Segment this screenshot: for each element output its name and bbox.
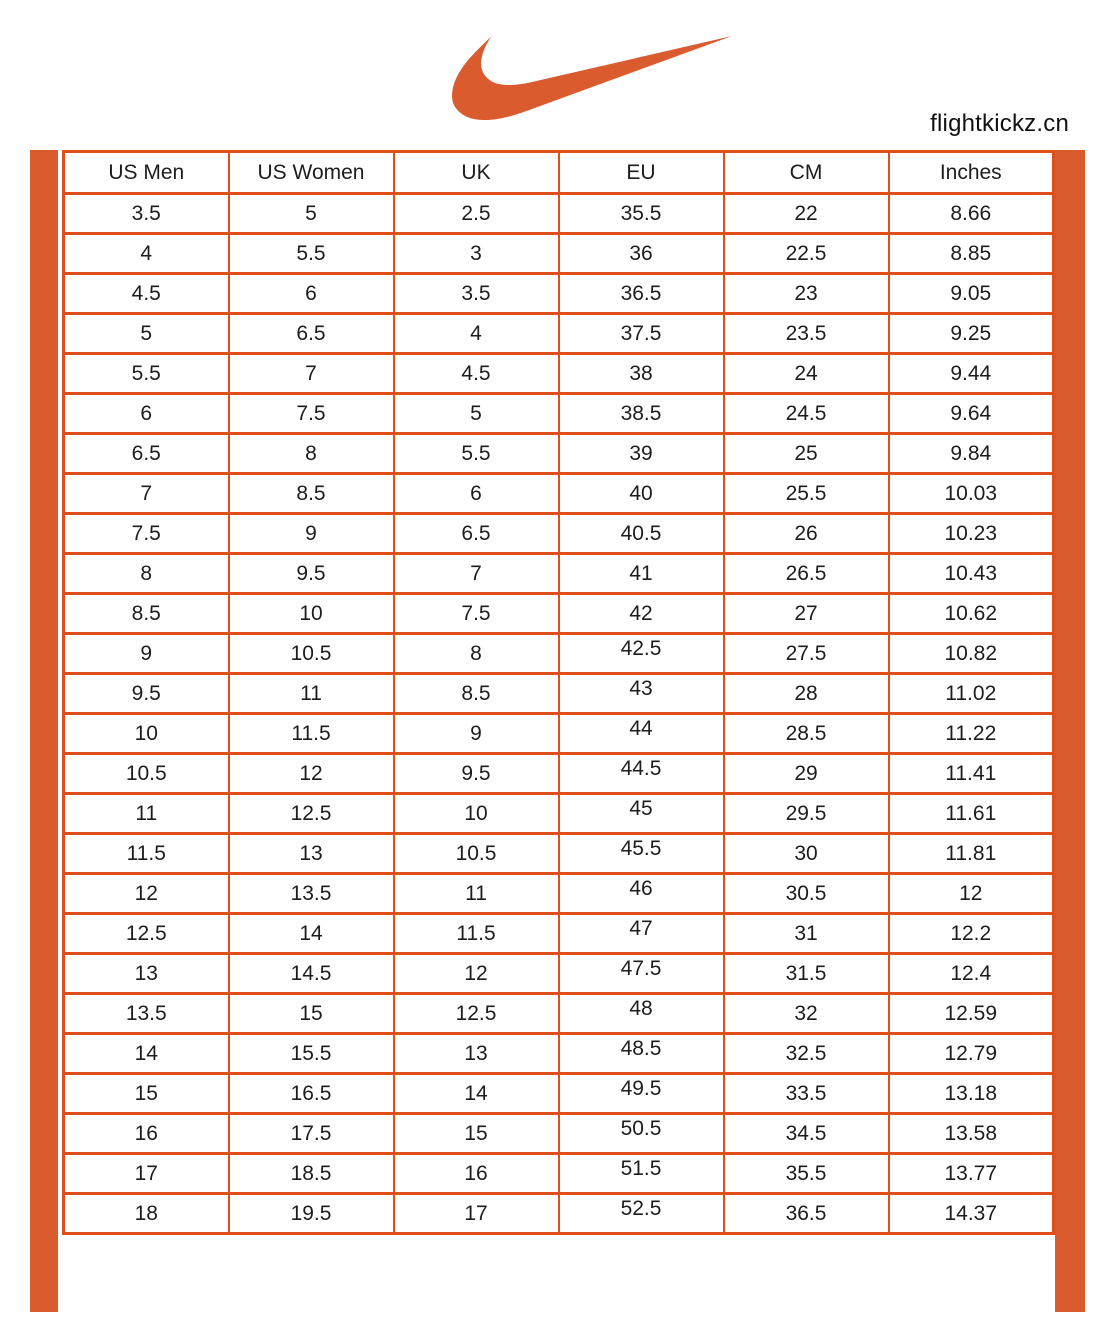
size-cell: 6.5 (64, 434, 229, 474)
size-cell: 15 (394, 1114, 559, 1154)
size-cell: 35.5 (724, 1154, 889, 1194)
size-cell: 5 (64, 314, 229, 354)
size-cell: 42.5 (559, 634, 724, 674)
right-accent-bar (1055, 150, 1085, 1312)
size-cell: 14.5 (229, 954, 394, 994)
table-row (64, 314, 1054, 354)
size-cell: 33.5 (724, 1074, 889, 1114)
table-row (64, 234, 1054, 274)
size-cell: 7 (394, 554, 559, 594)
table-row (64, 834, 1054, 874)
size-cell: 10.23 (889, 514, 1054, 554)
size-cell: 28.5 (724, 714, 889, 754)
size-cell: 18.5 (229, 1154, 394, 1194)
size-cell: 26.5 (724, 554, 889, 594)
size-cell: 8 (229, 434, 394, 474)
size-cell: 47 (559, 914, 724, 954)
table-row (64, 274, 1054, 314)
size-cell: 9 (229, 514, 394, 554)
size-cell: 23 (724, 274, 889, 314)
size-cell: 6 (394, 474, 559, 514)
size-cell: 11.5 (394, 914, 559, 954)
size-cell: 7.5 (64, 514, 229, 554)
size-cell: 38.5 (559, 394, 724, 434)
table-row (64, 954, 1054, 994)
column-header-uk: UK (394, 152, 559, 194)
size-cell: 7.5 (229, 394, 394, 434)
size-cell: 16 (64, 1114, 229, 1154)
size-cell: 32.5 (724, 1034, 889, 1074)
size-cell: 12.5 (394, 994, 559, 1034)
size-cell: 12.2 (889, 914, 1054, 954)
size-cell: 7 (64, 474, 229, 514)
size-cell: 12.5 (64, 914, 229, 954)
size-cell: 14 (394, 1074, 559, 1114)
size-conversion-table (62, 150, 1055, 1235)
size-cell: 10.5 (394, 834, 559, 874)
size-cell: 10 (394, 794, 559, 834)
column-header-cm: CM (724, 152, 889, 194)
size-cell: 3 (394, 234, 559, 274)
size-cell: 45 (559, 794, 724, 834)
size-cell: 49.5 (559, 1074, 724, 1114)
size-cell: 25.5 (724, 474, 889, 514)
size-cell: 29 (724, 754, 889, 794)
size-cell: 40 (559, 474, 724, 514)
size-cell: 52.5 (559, 1194, 724, 1234)
size-cell: 13.58 (889, 1114, 1054, 1154)
size-cell: 8 (394, 634, 559, 674)
size-cell: 5.5 (229, 234, 394, 274)
size-cell: 13.5 (229, 874, 394, 914)
size-cell: 9.5 (229, 554, 394, 594)
size-cell: 6.5 (394, 514, 559, 554)
table-row (64, 194, 1054, 234)
table-row (64, 1074, 1054, 1114)
size-cell: 5 (394, 394, 559, 434)
size-cell: 22 (724, 194, 889, 234)
size-cell: 14 (64, 1034, 229, 1074)
table-row (64, 1194, 1054, 1234)
table-row (64, 874, 1054, 914)
size-cell: 11.02 (889, 674, 1054, 714)
size-cell: 44.5 (559, 754, 724, 794)
size-cell: 31.5 (724, 954, 889, 994)
size-cell: 13 (229, 834, 394, 874)
size-cell: 11.22 (889, 714, 1054, 754)
table-row (64, 514, 1054, 554)
size-cell: 8.5 (394, 674, 559, 714)
size-cell: 8.85 (889, 234, 1054, 274)
size-cell: 10 (229, 594, 394, 634)
size-cell: 11.41 (889, 754, 1054, 794)
column-header-us-women: US Women (229, 152, 394, 194)
size-cell: 11.81 (889, 834, 1054, 874)
size-cell: 17 (64, 1154, 229, 1194)
size-cell: 32 (724, 994, 889, 1034)
size-cell: 11.5 (229, 714, 394, 754)
size-cell: 11 (64, 794, 229, 834)
size-cell: 13.5 (64, 994, 229, 1034)
size-cell: 36.5 (559, 274, 724, 314)
column-header-inches: Inches (889, 152, 1054, 194)
size-cell: 10.5 (229, 634, 394, 674)
size-cell: 8 (64, 554, 229, 594)
size-cell: 8.66 (889, 194, 1054, 234)
size-cell: 31 (724, 914, 889, 954)
nike-swoosh-icon (452, 26, 732, 120)
table-header-row (64, 152, 1054, 194)
table-row (64, 594, 1054, 634)
size-cell: 48.5 (559, 1034, 724, 1074)
size-cell: 9 (64, 634, 229, 674)
size-cell: 19.5 (229, 1194, 394, 1234)
size-cell: 4.5 (394, 354, 559, 394)
size-cell: 18 (64, 1194, 229, 1234)
size-cell: 43 (559, 674, 724, 714)
size-cell: 46 (559, 874, 724, 914)
size-cell: 38 (559, 354, 724, 394)
size-cell: 26 (724, 514, 889, 554)
size-cell: 8.5 (229, 474, 394, 514)
table-row (64, 634, 1054, 674)
size-cell: 16.5 (229, 1074, 394, 1114)
size-cell: 15 (229, 994, 394, 1034)
size-cell: 12.5 (229, 794, 394, 834)
table-row (64, 474, 1054, 514)
size-cell: 7.5 (394, 594, 559, 634)
size-cell: 9 (394, 714, 559, 754)
table-row (64, 394, 1054, 434)
size-cell: 10 (64, 714, 229, 754)
table-row (64, 554, 1054, 594)
size-cell: 10.5 (64, 754, 229, 794)
left-accent-bar (30, 150, 58, 1312)
size-cell: 4.5 (64, 274, 229, 314)
column-header-us-men: US Men (64, 152, 229, 194)
size-cell: 30.5 (724, 874, 889, 914)
size-cell: 5 (229, 194, 394, 234)
size-cell: 13.77 (889, 1154, 1054, 1194)
size-cell: 39 (559, 434, 724, 474)
size-cell: 17 (394, 1194, 559, 1234)
table-row (64, 1154, 1054, 1194)
size-cell: 24 (724, 354, 889, 394)
size-cell: 36 (559, 234, 724, 274)
size-cell: 12 (64, 874, 229, 914)
size-cell: 3.5 (394, 274, 559, 314)
table-row (64, 434, 1054, 474)
size-cell: 10.03 (889, 474, 1054, 514)
size-cell: 10.82 (889, 634, 1054, 674)
table-row (64, 674, 1054, 714)
size-cell: 9.05 (889, 274, 1054, 314)
size-cell: 12.59 (889, 994, 1054, 1034)
size-cell: 6.5 (229, 314, 394, 354)
size-cell: 9.84 (889, 434, 1054, 474)
size-cell: 24.5 (724, 394, 889, 434)
size-cell: 13 (64, 954, 229, 994)
size-cell: 10.62 (889, 594, 1054, 634)
size-cell: 9.5 (64, 674, 229, 714)
size-cell: 9.5 (394, 754, 559, 794)
size-cell: 48 (559, 994, 724, 1034)
table-header (64, 152, 1054, 194)
table-row (64, 354, 1054, 394)
size-cell: 5.5 (394, 434, 559, 474)
size-cell: 9.44 (889, 354, 1054, 394)
table-row (64, 754, 1054, 794)
size-cell: 5.5 (64, 354, 229, 394)
size-cell: 22.5 (724, 234, 889, 274)
table-row (64, 1034, 1054, 1074)
size-cell: 12.79 (889, 1034, 1054, 1074)
size-cell: 9.25 (889, 314, 1054, 354)
size-cell: 11.61 (889, 794, 1054, 834)
size-cell: 34.5 (724, 1114, 889, 1154)
size-cell: 12 (394, 954, 559, 994)
size-cell: 4 (394, 314, 559, 354)
site-url-label: flightkickz.cn (930, 110, 1069, 137)
size-cell: 27 (724, 594, 889, 634)
size-cell: 6 (229, 274, 394, 314)
size-cell: 30 (724, 834, 889, 874)
size-cell: 13 (394, 1034, 559, 1074)
size-cell: 50.5 (559, 1114, 724, 1154)
size-cell: 14.37 (889, 1194, 1054, 1234)
table-row (64, 914, 1054, 954)
size-cell: 41 (559, 554, 724, 594)
size-cell: 35.5 (559, 194, 724, 234)
size-cell: 10.43 (889, 554, 1054, 594)
size-cell: 23.5 (724, 314, 889, 354)
size-cell: 11 (229, 674, 394, 714)
size-cell: 12.4 (889, 954, 1054, 994)
size-cell: 13.18 (889, 1074, 1054, 1114)
size-cell: 29.5 (724, 794, 889, 834)
size-cell: 2.5 (394, 194, 559, 234)
size-cell: 47.5 (559, 954, 724, 994)
table-row (64, 1114, 1054, 1154)
size-cell: 37.5 (559, 314, 724, 354)
size-cell: 15.5 (229, 1034, 394, 1074)
size-cell: 28 (724, 674, 889, 714)
size-cell: 45.5 (559, 834, 724, 874)
size-cell: 8.5 (64, 594, 229, 634)
size-cell: 40.5 (559, 514, 724, 554)
size-cell: 51.5 (559, 1154, 724, 1194)
size-cell: 12 (889, 874, 1054, 914)
size-cell: 16 (394, 1154, 559, 1194)
table-row (64, 794, 1054, 834)
size-cell: 36.5 (724, 1194, 889, 1234)
size-cell: 15 (64, 1074, 229, 1114)
size-cell: 11.5 (64, 834, 229, 874)
size-cell: 27.5 (724, 634, 889, 674)
size-cell: 7 (229, 354, 394, 394)
size-cell: 17.5 (229, 1114, 394, 1154)
size-cell: 4 (64, 234, 229, 274)
size-cell: 3.5 (64, 194, 229, 234)
size-cell: 9.64 (889, 394, 1054, 434)
table-row (64, 994, 1054, 1034)
size-cell: 12 (229, 754, 394, 794)
size-cell: 42 (559, 594, 724, 634)
size-cell: 25 (724, 434, 889, 474)
column-header-eu: EU (559, 152, 724, 194)
table-body (64, 194, 1054, 1234)
size-cell: 11 (394, 874, 559, 914)
size-cell: 6 (64, 394, 229, 434)
size-cell: 14 (229, 914, 394, 954)
size-cell: 44 (559, 714, 724, 754)
table-row (64, 714, 1054, 754)
